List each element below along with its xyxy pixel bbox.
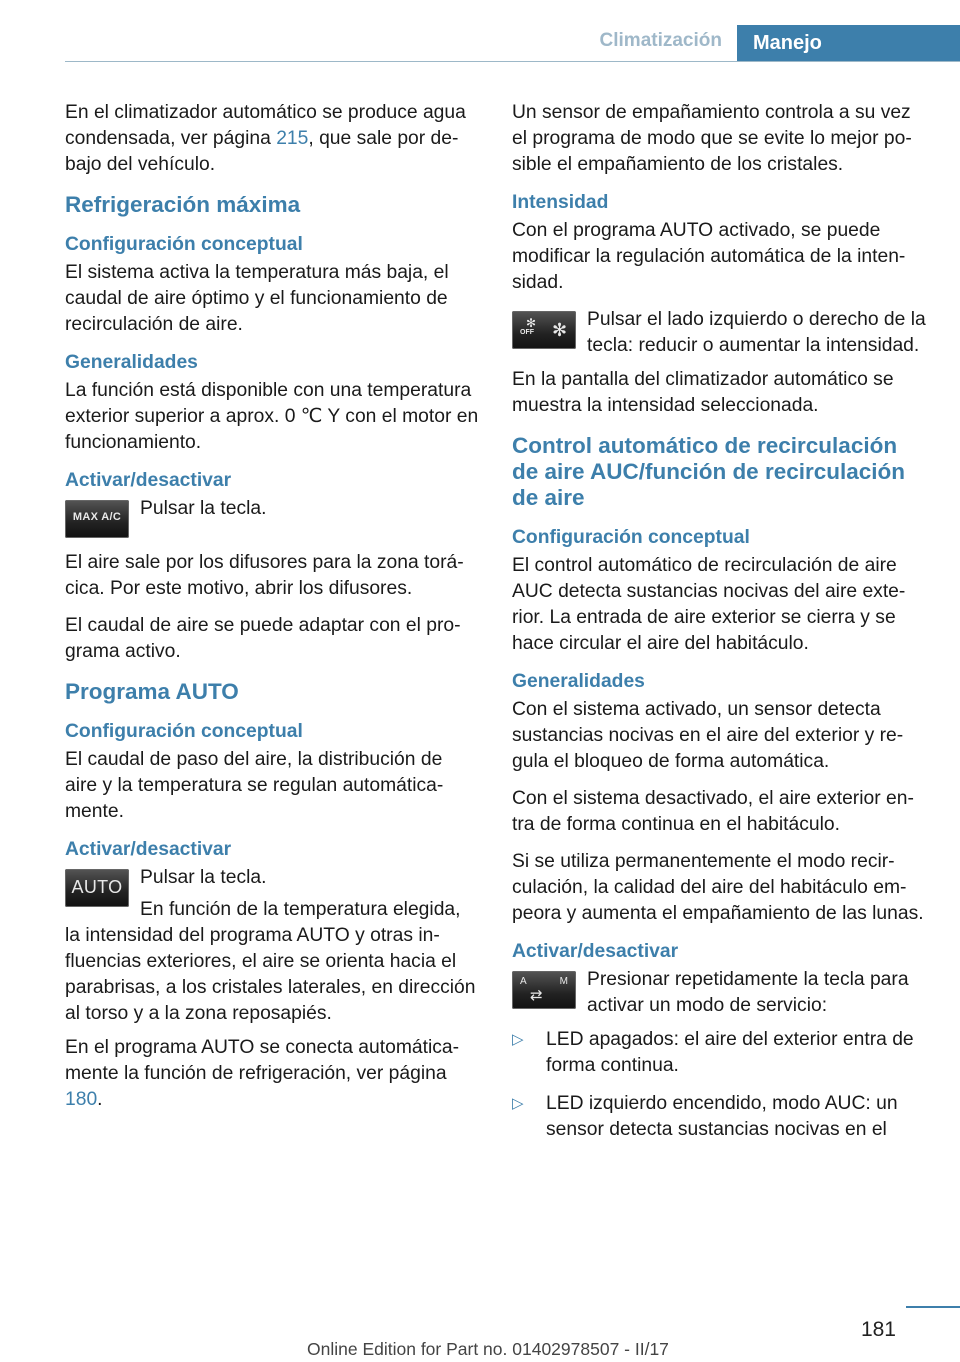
page-link[interactable]: 215: [276, 128, 309, 149]
max-ac-button-image: MAX A/C: [65, 500, 129, 538]
subheading: Generalidades: [65, 352, 198, 373]
paragraph: En el climatizador automático se produce agua condensada, ver página 215, que sale por debajo del vehículo.: [65, 102, 466, 175]
paragraph: Con el sistema desactivado, el aire exterior entra de forma continua en el habitáculo.: [512, 788, 914, 835]
heading-refrigeracion: Refrigeración máxima: [65, 192, 301, 217]
button-instruction: [512, 967, 926, 1019]
list-item: ▷ LED izquierdo encendido, modo AUC: un sensor detecta sustancias nocivas en el: [512, 1091, 926, 1143]
subheading: Activar/desactivar: [65, 470, 232, 491]
paragraph: El caudal de aire se puede adaptar con el programa activo.: [65, 615, 461, 662]
page-number: 181: [860, 1318, 896, 1341]
paragraph: En el programa AUTO se conecta automáticamente la función de refrigeración, ver página 180.: [65, 1037, 460, 1110]
car-recirculation-icon: ⇄: [530, 987, 543, 1004]
paragraph: Con el sistema activado, un sensor detecta sustancias nocivas en el aire del exterior y regula el bloqueo de forma automática.: [512, 699, 904, 772]
heading-auc: Control automático de recirculación de aire AUC/función de recirculación de aire: [512, 433, 906, 510]
paragraph: El caudal de paso del aire, la distribución de aire y la temperatura se regulan automáticamente.: [65, 749, 444, 822]
left-column: [65, 100, 479, 1124]
paragraph: Pulsar el lado izquierdo o derecho de la tecla: reducir o aumentar la intensidad.: [587, 309, 926, 356]
button-instruction: [65, 496, 479, 542]
paragraph: El sistema activa la temperatura más baja, el caudal de aire óptimo y el funcionamiento de recirculación de aire.: [65, 262, 449, 335]
subheading: Configuración conceptual: [512, 527, 750, 548]
paragraph: En función de la temperatura elegida, la intensidad del programa AUTO y otras influencias exteriores, el aire se orienta hacia el parabrisas, a los cristales laterales, en dirección al torso y a la zona reposapiés.: [65, 899, 476, 1024]
subheading: Activar/desactivar: [65, 839, 232, 860]
paragraph: Si se utiliza permanentemente el modo recirculación, la calidad del aire del habitáculo empeora y aumenta el empañamiento de las lunas.: [512, 851, 924, 924]
fan-small-icon: ✻: [526, 316, 537, 330]
button-instruction: [512, 307, 926, 359]
header-section: Climatización: [599, 30, 722, 51]
paragraph: Con el programa AUTO activado, se puede modificar la regulación automática de la intensidad.: [512, 220, 906, 293]
fan-large-icon: ✻: [552, 320, 568, 340]
paragraph: Pulsar la tecla.: [140, 498, 267, 519]
page-link[interactable]: 180: [65, 1089, 98, 1110]
footer-edition: Online Edition for Part no. 01402978507 - II/17: [307, 1339, 669, 1359]
paragraph: En la pantalla del climatizador automático se muestra la intensidad seleccionada.: [512, 369, 894, 416]
paragraph: El control automático de recirculación de aire AUC detecta sustancias nocivas del aire exterior. La entrada de aire exterior se cierra y se hace circular el aire del habitáculo.: [512, 555, 906, 654]
paragraph: Un sensor de empañamiento controla a su vez el programa de modo que se evite lo mejor posible el empañamiento de los cristales.: [512, 102, 912, 175]
recirculation-button-image: A M ⇄: [512, 971, 576, 1009]
subheading: Activar/desactivar: [512, 941, 679, 962]
right-column: [512, 100, 926, 1155]
subheading: Configuración conceptual: [65, 721, 303, 742]
auto-button-image: AUTO: [65, 869, 129, 907]
paragraph: Pulsar la tecla.: [140, 867, 267, 888]
heading-programa-auto: Programa AUTO: [65, 679, 239, 704]
paragraph: Presionar repetidamente la tecla para activar un modo de servicio:: [587, 969, 909, 1016]
header-rule: [65, 61, 960, 62]
subheading: Intensidad: [512, 192, 609, 213]
list-item: ▷ LED apagados: el aire del exterior entra de forma continua.: [512, 1027, 926, 1079]
subheading: Configuración conceptual: [65, 234, 303, 255]
page-number-rule: [906, 1306, 960, 1308]
button-instruction: [65, 865, 479, 1027]
fan-intensity-button-image: ✻ OFF ✻: [512, 311, 576, 349]
subheading: Generalidades: [512, 671, 645, 692]
mode-list: [512, 1027, 926, 1143]
paragraph: La función está disponible con una temperatura exterior superior a aprox. 0 ℃ Y con el motor en funcionamiento.: [65, 380, 479, 453]
header-chapter-tab: Manejo: [737, 25, 960, 62]
paragraph: El aire sale por los difusores para la zona torácica. Por este motivo, abrir los difusores.: [65, 552, 464, 599]
